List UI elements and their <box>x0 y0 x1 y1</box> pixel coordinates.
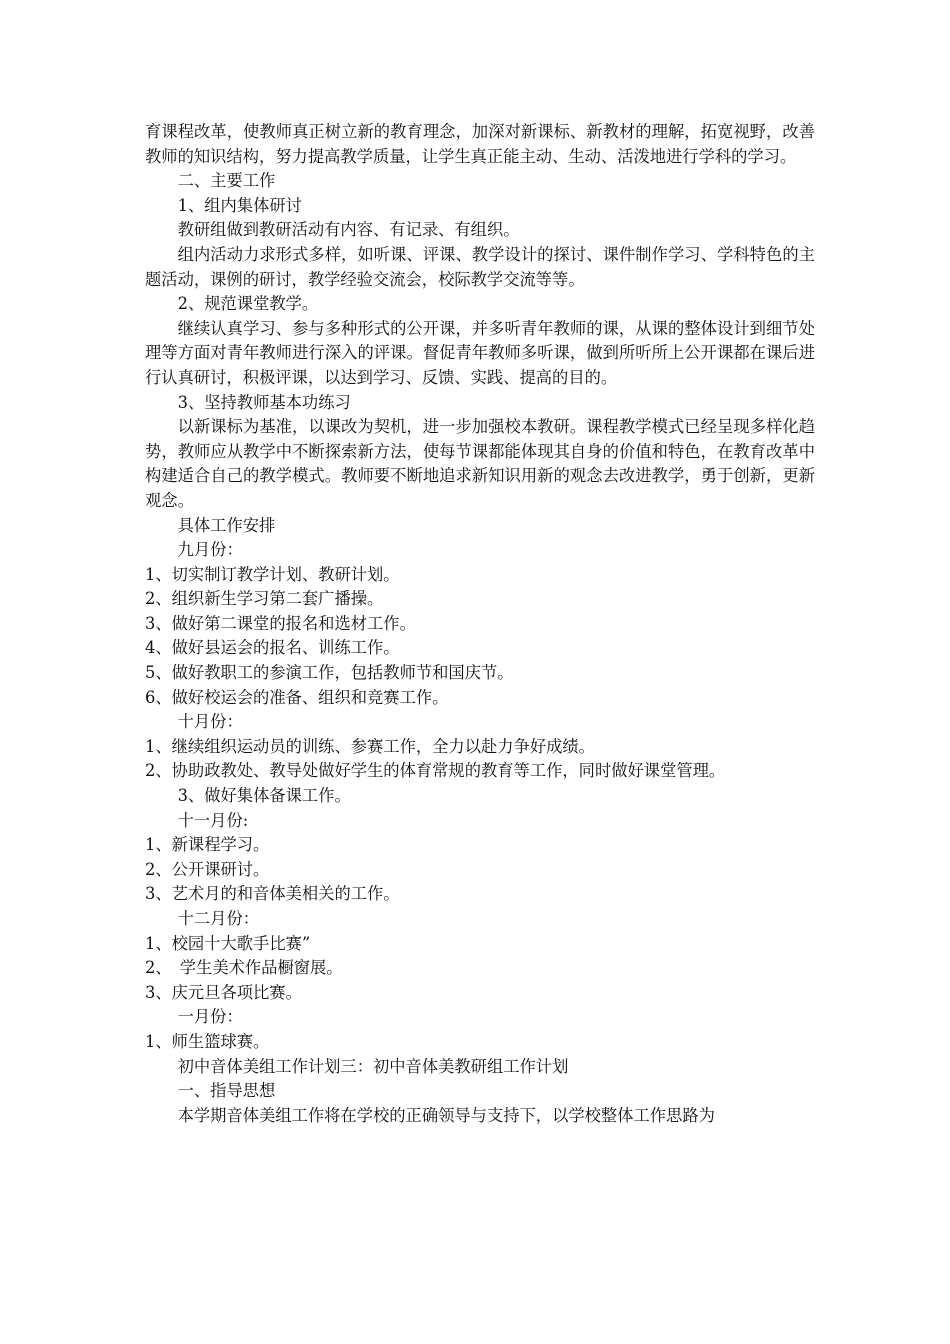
paragraph: 一、指导思想 <box>177 1081 276 1101</box>
paragraph: 以新课标为基准，以课改为契机，进一步加强校本教研。课程教学模式已经呈现多样化趋势，教师应从教学中不断探索新方法，使每节课都能体现其自身的价值和特色，在教育改革中构建适合自己的教学模式。教师要不断地追求新知识用新的观念去改进教学，勇于创新，更新观念。 <box>145 417 815 510</box>
paragraph: 十二月份： <box>177 909 260 928</box>
paragraph: 1、校园十大歌手比赛” <box>145 933 311 953</box>
paragraph: 2、组织新生学习第二套广播操。 <box>145 589 384 609</box>
paragraph: 1、切实制订教学计划、教研计划。 <box>145 564 400 584</box>
paragraph: 4、做好县运会的报名、训练工作。 <box>145 638 400 658</box>
paragraph: 继续认真学习、参与多种形式的公开课，并多听青年教师的课，从课的整体设计到细节处理等方面对青年教师进行深入的评课。督促青年教师多听课，做到所听所上公开课都在课后进行认真研讨，积极评课，以达到学习、反馈、实践、提高的目的。 <box>145 318 815 387</box>
paragraph: 1、师生篮球赛。 <box>145 1031 270 1051</box>
paragraph: 3、艺术月的和音体美相关的工作。 <box>145 884 400 904</box>
paragraph: 2、 学生美术作品橱窗展。 <box>145 958 343 978</box>
paragraph: 1、继续组织运动员的训练、参赛工作，全力以赴力争好成绩。 <box>145 736 595 756</box>
paragraph: 3、做好第二课堂的报名和选材工作。 <box>145 613 416 633</box>
paragraph: 一月份： <box>177 1007 243 1027</box>
paragraph: 组内活动力求形式多样，如听课、评课、教学设计的探讨、课件制作学习、学科特色的主题活动，课例的研讨，教学经验交流会，校际教学交流等等。 <box>145 244 815 289</box>
paragraph: 本学期音体美组工作将在学校的正确领导与支持下，以学校整体工作思路为 <box>177 1105 715 1125</box>
paragraph: 初中音体美组工作计划三：初中音体美教研组工作计划 <box>177 1056 569 1076</box>
paragraph: 3、做好集体备课工作。 <box>177 786 351 806</box>
paragraph: 3、庆元旦各项比赛。 <box>145 982 302 1002</box>
paragraph: 育课程改革，使教师真正树立新的教育理念，加深对新课标、新教材的理解，拓宽视野，改善教师的知识结构，努力提高教学质量，让学生真正能主动、生动、活泼地进行学科的学习。 <box>145 122 815 166</box>
paragraph: 6、做好校运会的准备、组织和竞赛工作。 <box>145 687 449 707</box>
paragraph: 2、规范课堂教学。 <box>177 294 319 314</box>
paragraph: 教研组做到教研活动有内容、有记录、有组织。 <box>177 220 520 240</box>
paragraph: 十月份： <box>177 712 243 732</box>
paragraph: 2、公开课研讨。 <box>145 859 270 879</box>
paragraph: 二、主要工作 <box>177 171 276 191</box>
paragraph: 1、组内集体研讨 <box>177 195 302 215</box>
document-page <box>145 120 815 1128</box>
paragraph: 1、新课程学习。 <box>145 835 270 855</box>
paragraph: 3、坚持教师基本功练习 <box>177 392 351 412</box>
paragraph: 具体工作安排 <box>177 515 276 535</box>
paragraph: 十一月份: <box>177 810 249 830</box>
paragraph: 九月份： <box>177 540 243 560</box>
paragraph: 2、协助政教处、教导处做好学生的体育常规的教育等工作，同时做好课堂管理。 <box>145 761 726 781</box>
paragraph: 5、做好教职工的参演工作，包括教师节和国庆节。 <box>145 663 514 683</box>
